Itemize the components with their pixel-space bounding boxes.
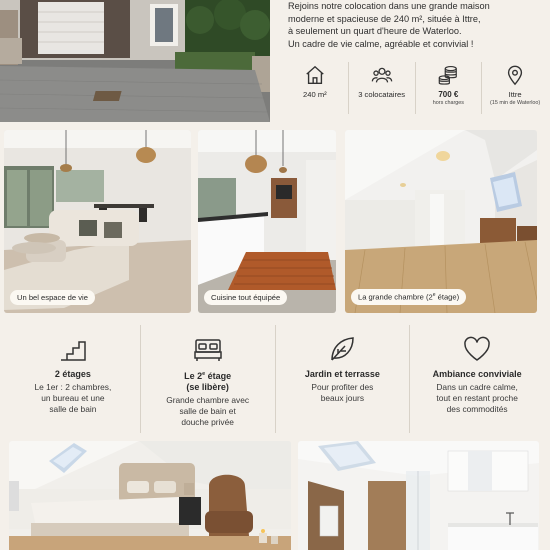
stat-value: 3 colocataires <box>358 90 406 99</box>
feature-title: 2 étages <box>54 369 91 379</box>
feature-title-part: étage <box>205 371 232 381</box>
feature-title <box>184 369 231 393</box>
feature-title: Ambiance conviviale <box>432 369 522 379</box>
feature-title-part: (se libère) <box>186 382 229 392</box>
bed-icon <box>193 335 223 363</box>
location-pin-icon <box>504 64 526 86</box>
coins-icon <box>437 64 459 86</box>
feature-desc-line: salle de bain et <box>179 405 236 416</box>
feature-desc-line: Grande chambre avec <box>166 395 250 405</box>
stat-sub: hors charges <box>432 99 464 106</box>
feature-desc-line: salle de bain <box>49 403 97 414</box>
feature-desc <box>156 395 259 427</box>
photo-caption <box>351 289 466 305</box>
living-room-photo <box>4 130 191 313</box>
feature-desc <box>426 382 527 414</box>
feature-floors <box>6 325 141 433</box>
bathroom-photo <box>298 441 539 550</box>
caption-text: La grande chambre (2 <box>358 293 433 302</box>
stat-surface <box>282 62 349 114</box>
feature-desc <box>24 382 121 414</box>
feature-desc-line: Le 1er : 2 chambres, <box>34 382 112 392</box>
feature-desc-line: un bureau et une <box>41 392 105 403</box>
feature-title-sup: e <box>202 371 206 377</box>
heart-icon <box>462 335 492 363</box>
people-icon <box>371 64 393 86</box>
feature-desc-line: Dans un cadre calme, <box>436 382 518 392</box>
intro-line: Rejoins notre colocation dans une grande maison <box>288 1 490 11</box>
feature-desc-line: Pour profiter des <box>311 382 374 392</box>
feature-desc-line: douche privée <box>181 416 234 427</box>
stats-row <box>282 62 548 114</box>
feature-title: Jardin et terrasse <box>304 369 380 379</box>
photo-caption: Un bel espace de vie <box>10 290 95 305</box>
leaf-icon <box>327 335 357 363</box>
feature-garden <box>276 325 411 433</box>
stat-sub: (15 min de Waterloo) <box>490 99 541 106</box>
house-exterior-photo <box>0 0 270 122</box>
stat-value: 700 € <box>438 90 459 99</box>
stat-value: 240 m² <box>303 90 327 99</box>
house-icon <box>304 64 326 86</box>
stat-value: Ittre <box>508 90 522 99</box>
intro-line: Un cadre de vie calme, agréable et convivial ! <box>288 38 474 49</box>
intro-line: moderne et spacieuse de 240 m², située à Ittre, <box>288 13 481 24</box>
bedroom-photo <box>9 441 291 550</box>
features-row <box>6 325 544 433</box>
feature-desc-line: beaux jours <box>320 392 365 403</box>
feature-desc-line: tout en restant proche <box>436 392 518 403</box>
caption-text: étage) <box>435 293 460 302</box>
stairs-icon <box>58 335 88 363</box>
photo-caption: Cuisine tout équipée <box>204 290 287 305</box>
kitchen-photo <box>198 130 336 313</box>
feature-desc <box>301 382 383 404</box>
feature-ambiance <box>410 325 544 433</box>
intro-text <box>288 0 546 50</box>
large-bedroom-photo <box>345 130 537 313</box>
stat-location <box>482 62 548 114</box>
feature-desc-line: des commodités <box>446 403 508 414</box>
feature-title-part: Le 2 <box>184 371 203 381</box>
feature-second-floor <box>141 325 276 433</box>
stat-roommates <box>349 62 416 114</box>
caption-sup: e <box>432 292 436 299</box>
stat-price <box>416 62 483 114</box>
intro-line: à seulement un quart d'heure de Waterloo. <box>288 26 462 37</box>
